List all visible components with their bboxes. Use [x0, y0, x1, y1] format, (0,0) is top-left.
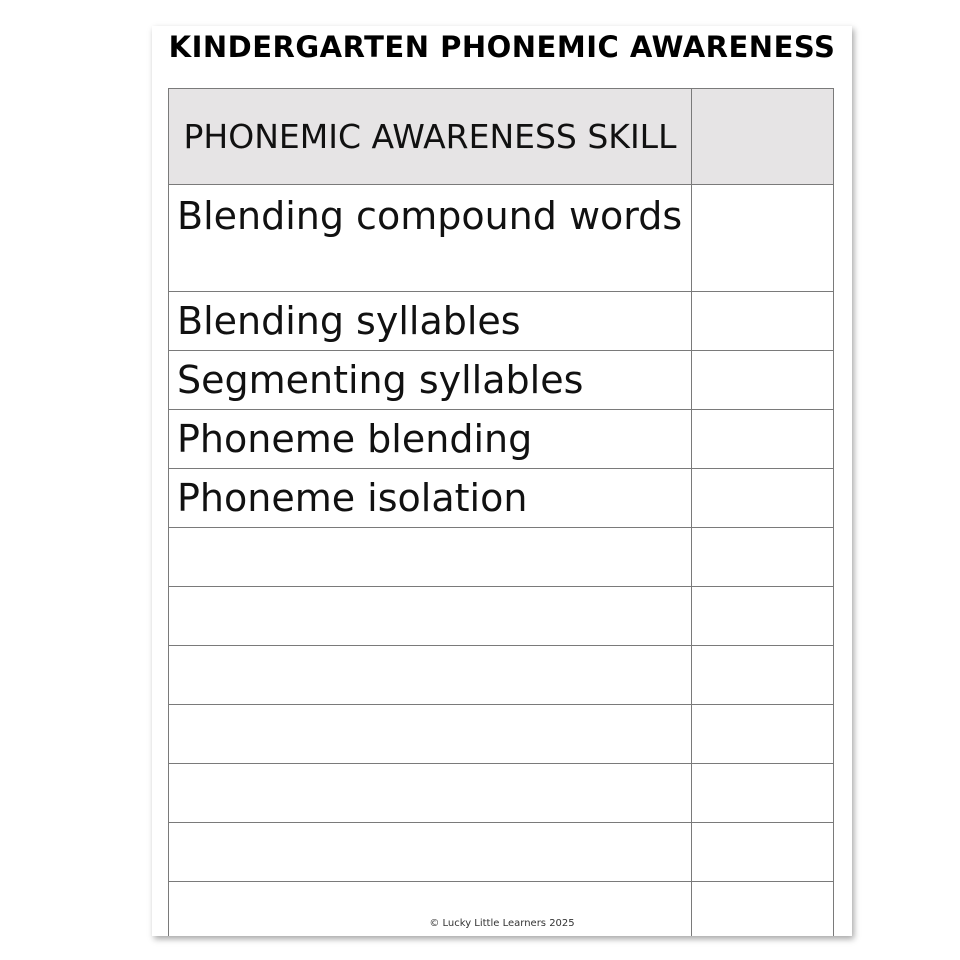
skill-cell	[169, 185, 692, 292]
column-header-blank	[692, 89, 834, 185]
table-row	[169, 528, 834, 587]
skill-text	[169, 882, 691, 886]
skill-cell	[169, 528, 692, 587]
worksheet-page	[152, 26, 852, 936]
check-cell	[692, 646, 834, 705]
check-cell	[692, 351, 834, 410]
check-cell	[692, 410, 834, 469]
skill-cell	[169, 351, 692, 410]
check-cell	[692, 292, 834, 351]
table-header-row	[169, 89, 834, 185]
skill-text	[169, 587, 691, 591]
page-title: KINDERGARTEN PHONEMIC AWARENESS	[168, 30, 836, 64]
table-row	[169, 705, 834, 764]
table-row	[169, 587, 834, 646]
table-row	[169, 351, 834, 410]
column-header-skill: PHONEMIC AWARENESS SKILL	[169, 89, 692, 185]
table-row	[169, 823, 834, 882]
check-cell	[692, 823, 834, 882]
table-row	[169, 469, 834, 528]
skill-text: Blending compound words	[177, 194, 683, 238]
skill-cell	[169, 587, 692, 646]
skill-text: Blending syllables	[177, 299, 521, 343]
skill-text: Segmenting syllables	[177, 358, 584, 402]
skill-text: Phoneme blending	[177, 417, 533, 461]
skill-cell	[169, 764, 692, 823]
skill-text: Phoneme isolation	[177, 476, 528, 520]
table-row	[169, 764, 834, 823]
skill-text	[169, 705, 691, 709]
check-cell	[692, 587, 834, 646]
skill-cell	[169, 469, 692, 528]
check-cell	[692, 185, 834, 292]
skill-cell	[169, 292, 692, 351]
skill-cell	[169, 705, 692, 764]
skill-text	[169, 764, 691, 768]
table-row	[169, 646, 834, 705]
skill-cell	[169, 646, 692, 705]
skill-text	[169, 646, 691, 650]
skill-text	[169, 528, 691, 532]
skill-cell	[169, 823, 692, 882]
check-cell	[692, 469, 834, 528]
skills-table	[168, 88, 834, 936]
check-cell	[692, 764, 834, 823]
table-row	[169, 410, 834, 469]
table-row	[169, 292, 834, 351]
check-cell	[692, 528, 834, 587]
table-row	[169, 185, 834, 292]
copyright-footer: © Lucky Little Learners 2025	[429, 918, 575, 929]
check-cell	[692, 705, 834, 764]
skill-cell	[169, 410, 692, 469]
skill-text	[169, 823, 691, 827]
